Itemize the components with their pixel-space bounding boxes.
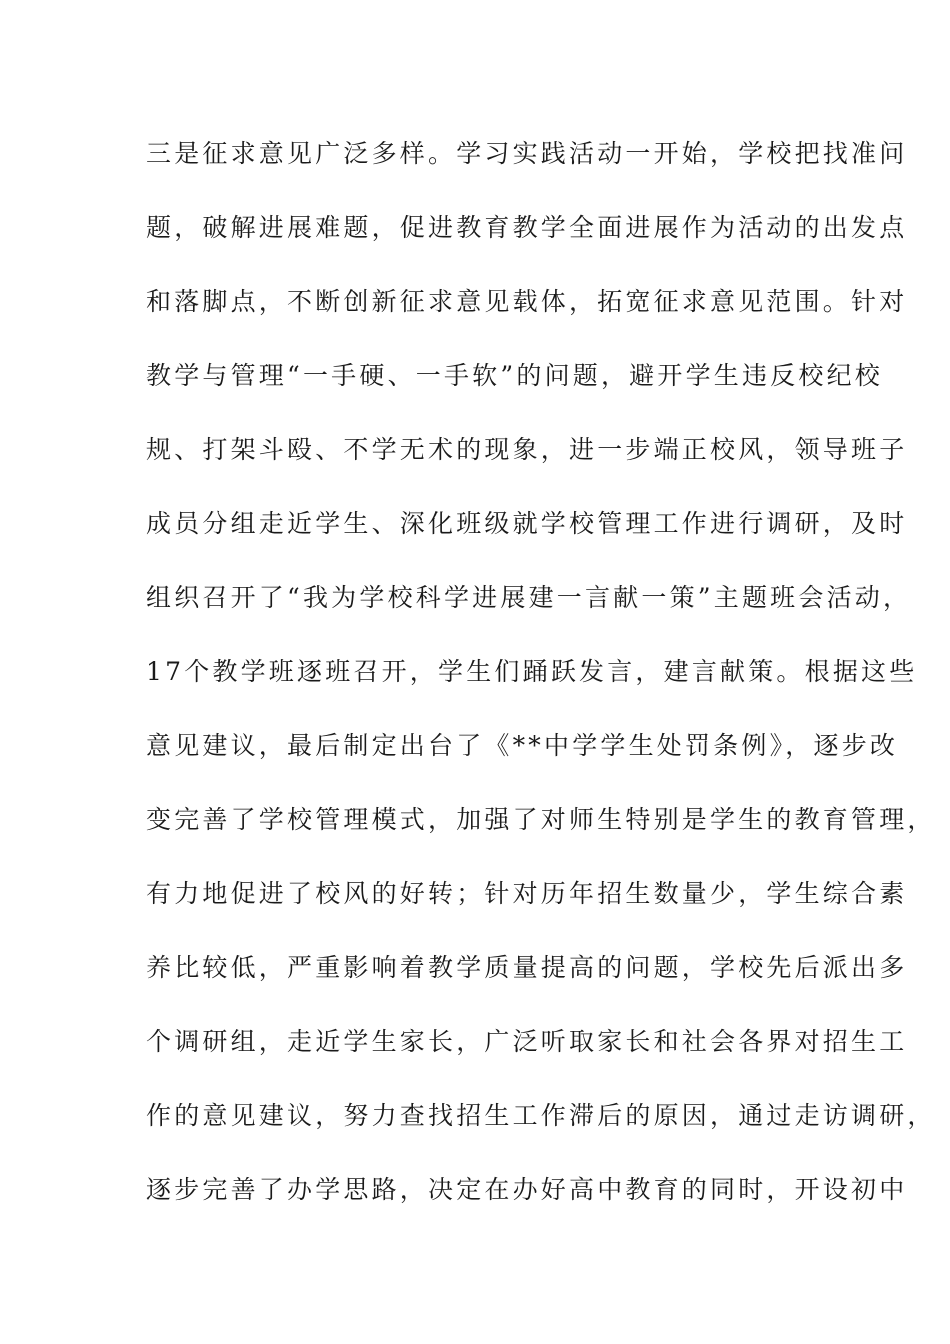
text-line: 成员分组走近学生、深化班级就学校管理工作进行调研，及时 bbox=[146, 509, 908, 538]
text-line: 题，破解进展难题，促进教育教学全面进展作为活动的出发点 bbox=[146, 213, 908, 242]
text-line: 意见建议，最后制定出台了《**中学学生处罚条例》，逐步改 bbox=[146, 731, 899, 760]
body-paragraph bbox=[146, 134, 936, 1244]
text-line: 逐步完善了办学思路，决定在办好高中教育的同时，开设初中 bbox=[146, 1175, 908, 1204]
text-line: 组织召开了“我为学校科学进展建一言献一策”主题班会活动， bbox=[146, 583, 912, 612]
text-line: 作的意见建议，努力查找招生工作滞后的原因，通过走访调研， bbox=[146, 1101, 936, 1130]
text-line: 17个教学班逐班召开，学生们踊跃发言，建言献策。根据这些 bbox=[146, 657, 918, 686]
text-line: 规、打架斗殴、不学无术的现象，进一步端正校风，领导班子 bbox=[146, 435, 908, 464]
text-line: 和落脚点，不断创新征求意见载体，拓宽征求意见范围。针对 bbox=[146, 287, 908, 316]
text-line: 个调研组，走近学生家长，广泛听取家长和社会各界对招生工 bbox=[146, 1027, 908, 1056]
text-line: 三是征求意见广泛多样。学习实践活动一开始，学校把找准问 bbox=[146, 139, 908, 168]
text-line: 教学与管理“一手硬、一手软”的问题，避开学生违反校纪校 bbox=[146, 361, 883, 390]
text-line: 养比较低，严重影响着教学质量提高的问题，学校先后派出多 bbox=[146, 953, 908, 982]
text-line: 有力地促进了校风的好转；针对历年招生数量少，学生综合素 bbox=[146, 879, 908, 908]
text-line: 变完善了学校管理模式，加强了对师生特别是学生的教育管理， bbox=[146, 805, 936, 834]
